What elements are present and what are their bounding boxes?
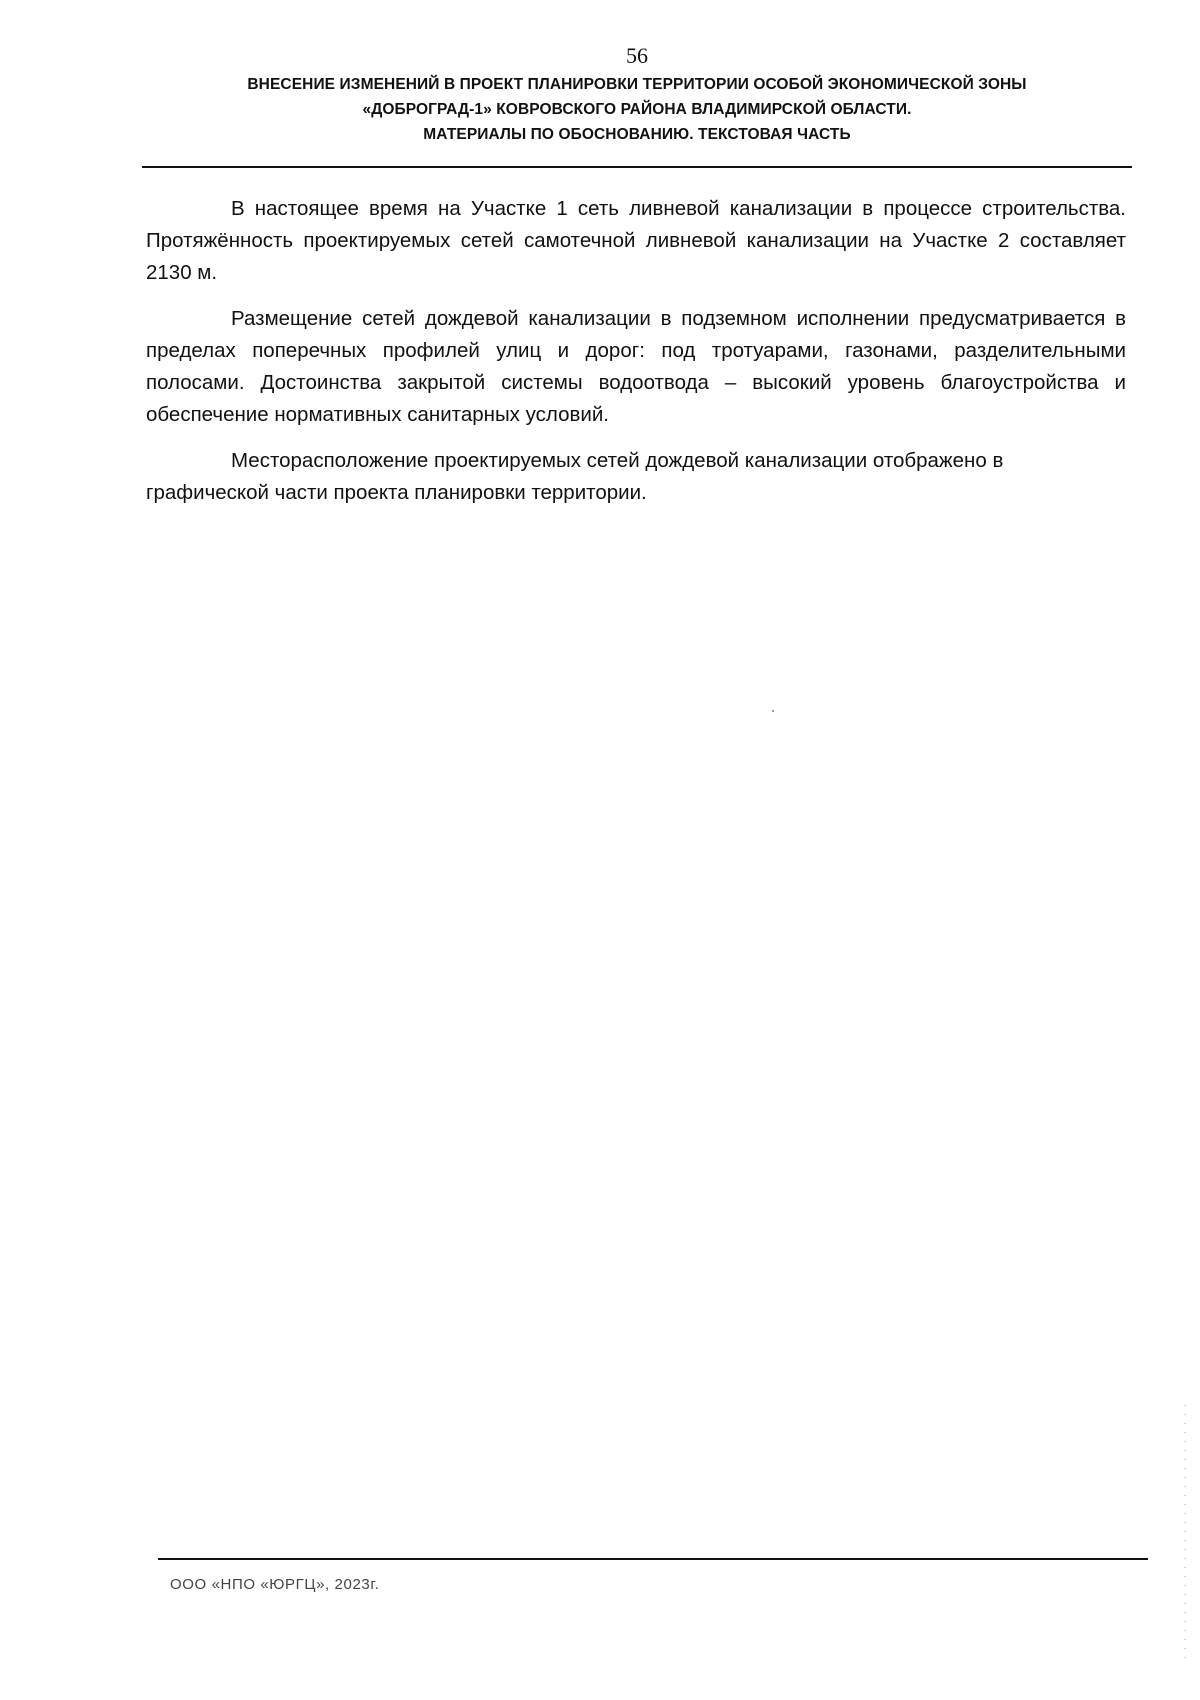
footer-divider (158, 1558, 1148, 1560)
body-text (146, 193, 1126, 523)
footer-copyright: ООО «НПО «ЮРГЦ», 2023г. (170, 1576, 380, 1593)
page-number: 56 (626, 43, 648, 68)
paragraph-3: Месторасположение проектируемых сетей дождевой канализации отображено в графической части проекта планировки территории. (146, 449, 1004, 504)
header-line-2: «ДОБРОГРАД-1» КОВРОВСКОГО РАЙОНА ВЛАДИМИРСКОЙ ОБЛАСТИ. (362, 101, 912, 118)
header-line-3: МАТЕРИАЛЫ ПО ОБОСНОВАНИЮ. ТЕКСТОВАЯ ЧАСТЬ (423, 126, 851, 143)
scan-artifact-edge-dots (1184, 1405, 1186, 1665)
document-header (142, 72, 1132, 147)
header-line-1: ВНЕСЕНИЕ ИЗМЕНЕНИЙ В ПРОЕКТ ПЛАНИРОВКИ ТЕРРИТОРИИ ОСОБОЙ ЭКОНОМИЧЕСКОЙ ЗОНЫ (247, 76, 1027, 93)
header-divider (142, 166, 1132, 168)
paragraph-2: Размещение сетей дождевой канализации в подземном исполнении предусматривается в пределах поперечных профилей улиц и дорог: под тротуарами, газонами, разделительными полосами. Достоинства закрытой системы водоотвода – высокий уровень благоустройства и обеспечение нормативных санитарных условий. (146, 307, 1126, 426)
scan-artifact-speck (772, 710, 774, 712)
paragraph-1: В настоящее время на Участке 1 сеть ливневой канализации в процессе строительства. Протяжённость проектируемых сетей самотечной ливневой канализации на Участке 2 составляет 2130 м. (146, 197, 1126, 284)
